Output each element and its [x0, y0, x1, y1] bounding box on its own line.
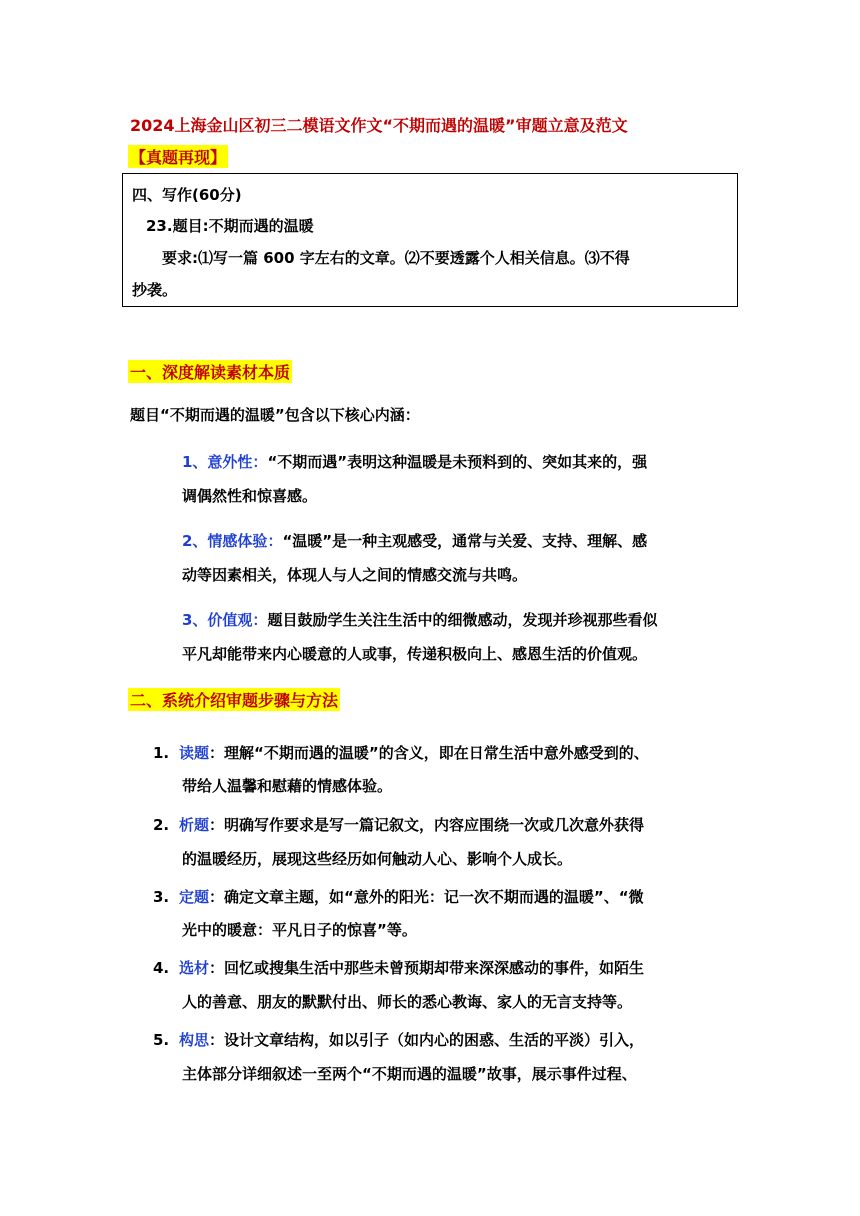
step-3-text: ：确定文章主题，如“意外的阳光：记一次不期而遇的温暖”、“微	[209, 888, 644, 906]
section-tag-exam: 【真题再现】	[128, 145, 228, 168]
step-3-line1	[153, 886, 644, 908]
step-1-label: 读题	[179, 744, 210, 762]
step-5-line1	[153, 1029, 644, 1051]
step-4-line2: 人的善意、朋友的默默付出、师长的悉心教诲、家人的无言支持等。	[182, 993, 633, 1011]
point-2-line1	[182, 530, 647, 552]
step-4-line1	[153, 957, 644, 979]
point-2-line2: 动等因素相关，体现人与人之间的情感交流与共鸣。	[182, 566, 528, 584]
step-5-label: 构思	[179, 1031, 210, 1049]
document-title: 2024上海金山区初三二模语文作文“不期而遇的温暖”审题立意及范文	[130, 116, 628, 135]
point-2-text: “温暖”是一种主观感受，通常与关爱、支持、理解、感	[282, 532, 648, 550]
exam-question-box	[122, 173, 738, 307]
point-1-line2: 调偶然性和惊喜感。	[182, 487, 318, 505]
part2-heading: 二、系统介绍审题步骤与方法	[128, 688, 340, 711]
exam-question: 23.题目:不期而遇的温暖	[146, 217, 314, 235]
step-3-line2: 光中的暖意：平凡日子的惊喜”等。	[182, 921, 417, 939]
point-1-line1	[182, 451, 647, 473]
step-1-text: ：理解“不期而遇的温暖”的含义，即在日常生活中意外感受到的、	[209, 744, 649, 762]
point-3-label: 3、价值观：	[182, 611, 268, 629]
step-2-line2: 的温暖经历，展现这些经历如何触动人心、影响个人成长。	[182, 850, 573, 868]
step-3-number: 3.	[153, 888, 170, 906]
step-1-line1	[153, 742, 649, 764]
part1-intro: 题目“不期而遇的温暖”包含以下核心内涵：	[130, 406, 420, 424]
step-2-number: 2.	[153, 816, 170, 834]
exam-heading: 四、写作(60分)	[132, 186, 242, 204]
step-1-line2: 带给人温馨和慰藉的情感体验。	[182, 777, 393, 795]
step-1-number: 1.	[153, 744, 170, 762]
step-4-text: ：回忆或搜集生活中那些未曾预期却带来深深感动的事件，如陌生	[209, 959, 645, 977]
point-3-line2: 平凡却能带来内心暖意的人或事，传递积极向上、感恩生活的价值观。	[182, 645, 648, 663]
step-4-label: 选材	[179, 959, 210, 977]
step-5-line2: 主体部分详细叙述一至两个“不期而遇的温暖”故事，展示事件过程、	[182, 1065, 637, 1083]
exam-requirement-line2: 抄袭。	[132, 281, 178, 299]
step-4-number: 4.	[153, 959, 170, 977]
point-3-line1	[182, 609, 657, 631]
point-1-label: 1、意外性：	[182, 453, 268, 471]
point-1-text: “不期而遇”表明这种温暖是未预料到的、突如其来的，强	[267, 453, 648, 471]
point-2-label: 2、情感体验：	[182, 532, 283, 550]
step-2-text: ：明确写作要求是写一篇记叙文，内容应围绕一次或几次意外获得	[209, 816, 645, 834]
exam-requirement-line1: 要求:⑴写一篇 600 字左右的文章。⑵不要透露个人相关信息。⑶不得	[162, 249, 630, 267]
step-2-line1	[153, 814, 644, 836]
step-3-label: 定题	[179, 888, 210, 906]
step-5-text: ：设计文章结构，如以引子（如内心的困惑、生活的平淡）引入，	[209, 1031, 645, 1049]
part1-heading: 一、深度解读素材本质	[128, 360, 292, 383]
step-2-label: 析题	[179, 816, 210, 834]
point-3-text: 题目鼓励学生关注生活中的细微感动，发现并珍视那些看似	[267, 611, 658, 629]
step-5-number: 5.	[153, 1031, 170, 1049]
